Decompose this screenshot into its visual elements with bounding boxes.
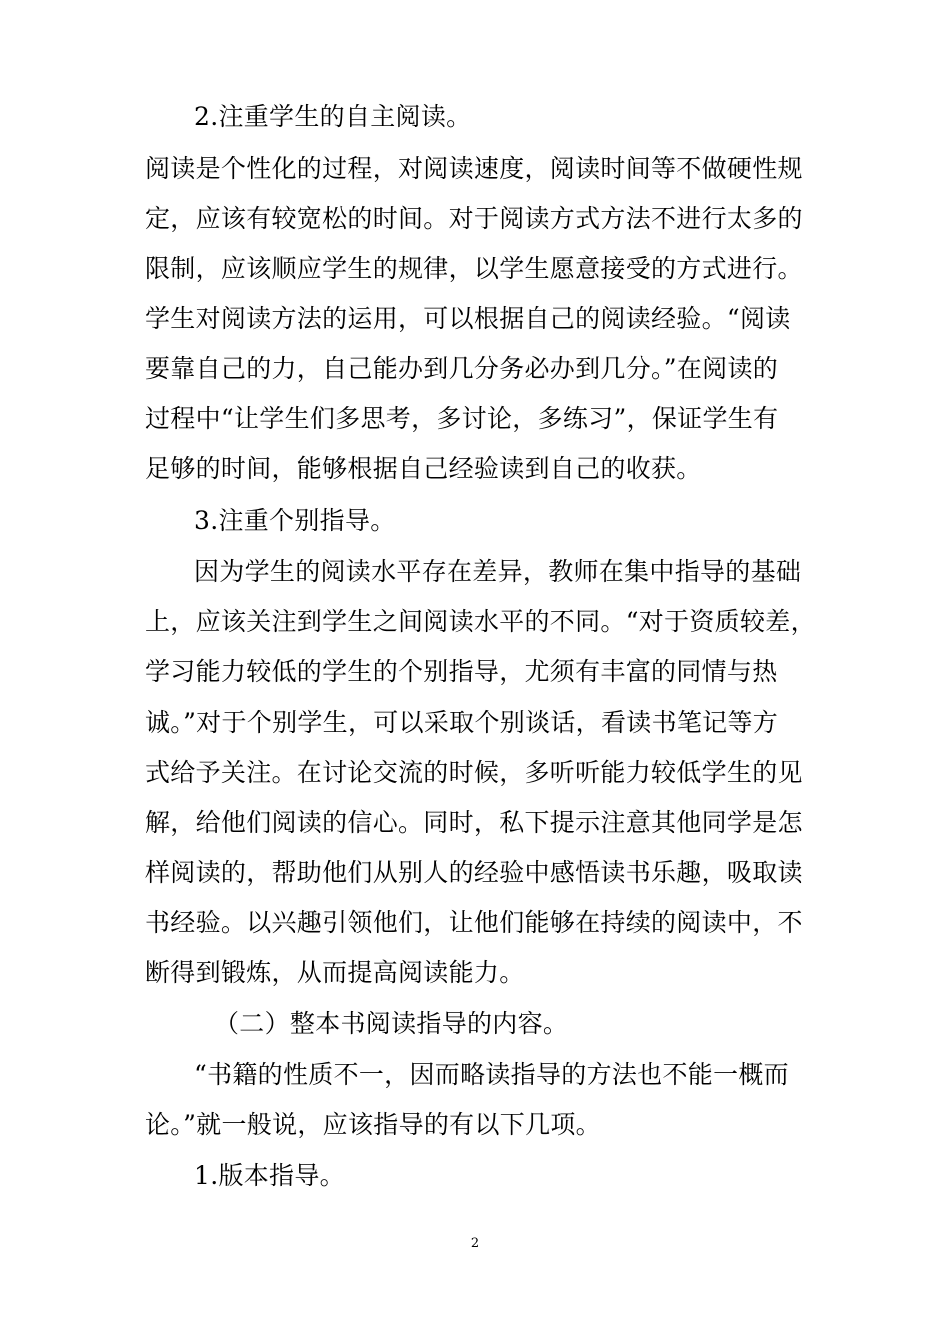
section-heading-content: （二）整本书阅读指导的内容。 xyxy=(214,1009,569,1038)
paragraph-line: 学习能力较低的学生的个别指导，尤须有丰富的同情与热 xyxy=(145,657,778,686)
page-number: 2 xyxy=(470,1236,480,1251)
paragraph-line: 因为学生的阅读水平存在差异，教师在集中指导的基础 xyxy=(194,557,802,586)
paragraph-line: 限制，应该顺应学生的规律，以学生愿意接受的方式进行。 xyxy=(145,254,803,283)
paragraph-line: 定，应该有较宽松的时间。对于阅读方式方法不进行太多的 xyxy=(145,204,803,233)
paragraph-line: 样阅读的，帮助他们从别人的经验中感悟读书乐趣，吸取读 xyxy=(145,858,803,887)
heading-autonomous-reading: 2.注重学生的自主阅读。 xyxy=(194,102,472,131)
paragraph-line: 足够的时间，能够根据自己经验读到自己的收获。 xyxy=(145,454,702,483)
paragraph-line: 诚。”对于个别学生，可以采取个别谈话，看读书笔记等方 xyxy=(145,708,779,737)
paragraph-line: 过程中“让学生们多思考，多讨论，多练习”，保证学生有 xyxy=(145,404,779,433)
paragraph-line: 阅读是个性化的过程，对阅读速度，阅读时间等不做硬性规 xyxy=(145,154,803,183)
paragraph-line: 断得到锻炼，从而提高阅读能力。 xyxy=(145,958,525,987)
paragraph-line: 要靠自己的力，自己能办到几分务必办到几分。”在阅读的 xyxy=(145,354,779,383)
paragraph-line: 上，应该关注到学生之间阅读水平的不同。“对于资质较差， xyxy=(145,607,816,636)
paragraph-line: 学生对阅读方法的运用，可以根据自己的阅读经验。“阅读 xyxy=(145,304,791,333)
paragraph-line: 书经验。以兴趣引领他们，让他们能够在持续的阅读中，不 xyxy=(145,908,803,937)
paragraph-line: 式给予关注。在讨论交流的时候，多听听能力较低学生的见 xyxy=(145,758,803,787)
heading-individual-guidance: 3.注重个别指导。 xyxy=(194,506,396,535)
paragraph-line: 解，给他们阅读的信心。同时，私下提示注意其他同学是怎 xyxy=(145,808,803,837)
paragraph-line: 论。”就一般说，应该指导的有以下几项。 xyxy=(145,1110,601,1139)
paragraph-line: “书籍的性质不一，因而略读指导的方法也不能一概而 xyxy=(194,1060,789,1089)
heading-edition-guidance: 1.版本指导。 xyxy=(194,1161,345,1190)
